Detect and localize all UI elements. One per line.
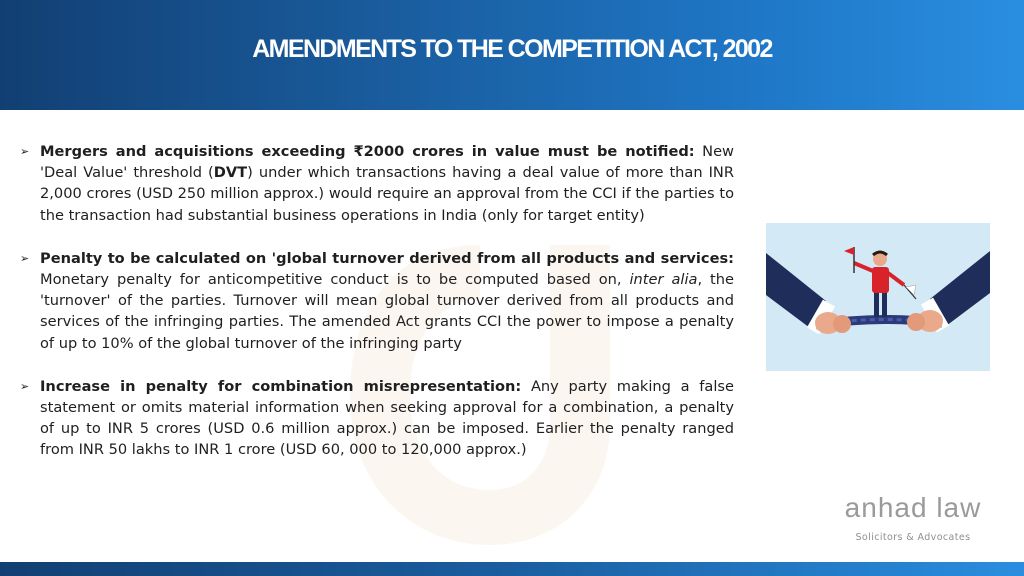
bullet-heading: Mergers and acquisitions exceeding ₹2000 crores in value must be notified: bbox=[40, 143, 695, 160]
tug-of-war-icon bbox=[766, 223, 990, 371]
title-banner bbox=[0, 0, 1024, 110]
bullet-text: Monetary penalty for anticompetitive conduct is to be computed based on, bbox=[40, 271, 630, 289]
bullet-item-penalty-turnover bbox=[20, 248, 734, 354]
bullet-text: , the 'turnover' of the parties. Turnover will mean global turnover derived from all products and services of the infringing parties. The amended Act grants CCI the power to impose a penalty of up to 10% of the global turnover of the infringing party bbox=[40, 271, 734, 352]
footer-bar bbox=[0, 562, 1024, 576]
bullet-heading: Increase in penalty for combination misrepresentation: bbox=[40, 377, 522, 395]
bullet-item-mergers bbox=[20, 141, 734, 226]
bullet-text: New 'Deal Value' threshold ( bbox=[40, 143, 734, 182]
logo-tagline: Solicitors & Advocates bbox=[855, 532, 971, 543]
bullet-italic-term: inter alia bbox=[629, 271, 698, 289]
bullet-item-misrepresentation bbox=[20, 376, 734, 461]
arrow-bullet-icon: ➢ bbox=[20, 145, 30, 158]
bullet-list bbox=[20, 141, 734, 483]
arrow-bullet-icon: ➢ bbox=[20, 379, 30, 393]
bullet-dvt-term: DVT bbox=[213, 164, 248, 182]
company-logo bbox=[843, 492, 983, 547]
bullet-text: ) under which transactions having a deal value of more than INR 2,000 crores (USD 250 million approx.) would require an approval from the CCI if the parties to the transaction had substantial business operations in India (only for target entity) bbox=[40, 164, 734, 224]
bullet-text: Any party making a false statement or omits material information when seeking approval for a combination, a penalty of up to INR 5 crores (USD 0.6 million approx.) can be imposed. Earlier the penalty ranged from INR 50 lakhs to INR 1 crore (USD 60, 000 to 120,000 approx.) bbox=[40, 377, 734, 459]
bullet-heading: Penalty to be calculated on 'global turnover derived from all products and services: bbox=[40, 249, 734, 267]
arrow-bullet-icon: ➢ bbox=[20, 251, 30, 265]
slide-title: AMENDMENTS TO THE COMPETITION ACT, 2002 bbox=[252, 35, 772, 63]
logo-name: anhad law bbox=[844, 492, 982, 523]
tug-of-war-illustration bbox=[766, 223, 990, 371]
